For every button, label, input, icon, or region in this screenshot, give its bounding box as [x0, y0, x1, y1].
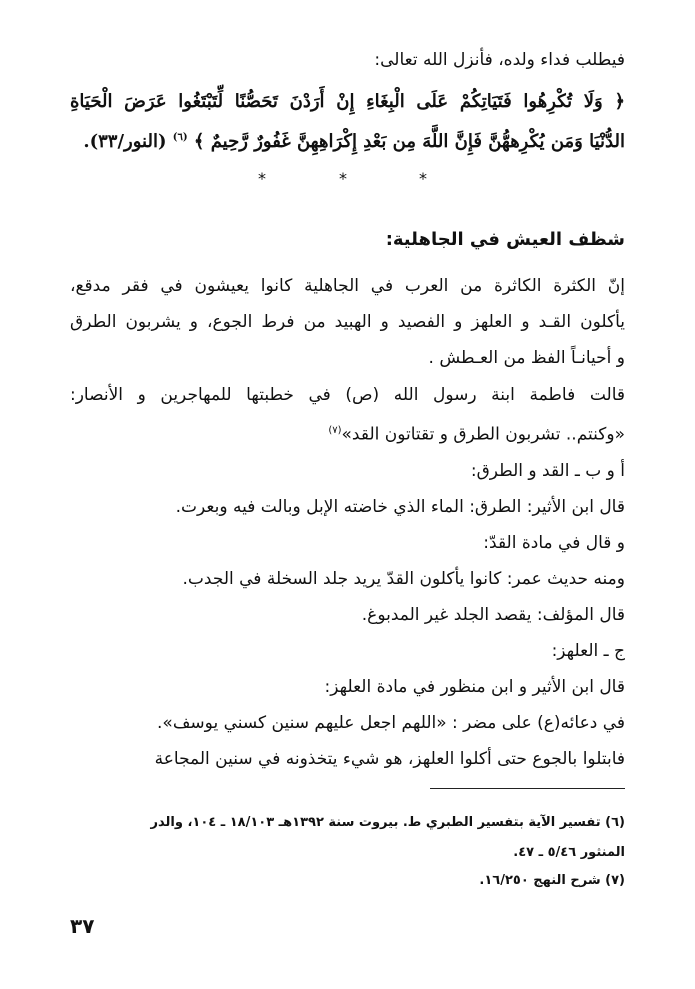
- verse-reference: (النور/٣٣).: [83, 131, 167, 152]
- footnote-ref-7: (٧): [328, 425, 342, 436]
- paragraph-line: يأكلون القـد و العلهز و الفصيد و الهبيد من فرط الجوع، و يشربون الطرق: [70, 312, 625, 332]
- footnote-separator: [430, 788, 625, 789]
- divider-star: *: [419, 169, 427, 188]
- quote-text: «وكنتم.. تشربون الطرق و تقتاتون القد»: [341, 424, 625, 445]
- text-line: قال ابن الأثير و ابن منظور في مادة العلهز:: [324, 677, 625, 697]
- text-line: ج ـ العلهز:: [551, 641, 625, 661]
- text-line: قال المؤلف: يقصد الجلد غير المدبوغ.: [361, 605, 625, 625]
- text-line: أ و ب ـ القد و الطرق:: [470, 461, 625, 481]
- text-line: فابتلوا بالجوع حتى أكلوا العلهز، هو شيء يتخذونه في سنين المجاعة: [154, 749, 625, 769]
- quote-line: [70, 419, 625, 447]
- footnote-6-line-1: (٦) تفسير الآية بتفسير الطبري ط. بيروت سنة ١٣٩٢هـ ١٨/١٠٣ ـ ١٠٤، والدر: [150, 815, 625, 830]
- quote-intro: قالت فاطمة ابنة رسول الله (ص) في خطبتها للمهاجرين و الأنصار:: [70, 385, 625, 405]
- footnote-7: (٧) شرح النهج ١٦/٢٥٠.: [479, 873, 625, 888]
- paragraph-line: إنّ الكثرة الكاثرة من العرب في الجاهلية كانوا يعيشون في فقر مدقع،: [70, 276, 625, 296]
- divider-star: *: [258, 169, 266, 188]
- paragraph-line: و أحيانـاً الفظ من العـطش .: [428, 348, 625, 368]
- footnote-ref-6: (٦): [172, 132, 188, 143]
- verse-text: الدُّنْيَا وَمَن يُكْرِههُّنَّ فَإِنَّ اللَّهَ مِن بَعْدِ إِكْرَاهِهِنَّ غَفُورٌ رَّحِيمٌ ﴾: [193, 131, 625, 152]
- text-line: في دعائه(ع) على مضر : «اللهم اجعل عليهم سنين كسني يوسف».: [157, 713, 625, 733]
- divider-star: *: [339, 169, 347, 188]
- section-heading: شظف العيش في الجاهلية:: [385, 229, 625, 250]
- verse-line-2: [70, 126, 625, 154]
- intro-line: فيطلب فداء ولده، فأنزل الله تعالى:: [374, 50, 625, 70]
- text-line: ومنه حديث عمر: كانوا يأكلون القدّ يريد جلد السخلة في الجدب.: [182, 569, 625, 589]
- text-line: قال ابن الأثير: الطرق: الماء الذي خاضته الإبل وبالت فيه وبعرت.: [175, 497, 625, 517]
- verse-line-1: ﴿ وَلَا تُكْرِهُوا فَتَيَاتِكُمْ عَلَى الْبِغَاءِ إِنْ أَرَدْنَ تَحَصُّنًا لِّتَبْتَغُوا عَرَضَ الْحَيَاةِ: [70, 91, 625, 112]
- text-line: و قال في مادة القدّ:: [483, 533, 625, 553]
- section-divider: [0, 171, 695, 191]
- footnote-6-line-2: المنثور ٥/٤٦ ـ ٤٧.: [513, 845, 625, 860]
- page-number: ٣٧: [70, 914, 95, 938]
